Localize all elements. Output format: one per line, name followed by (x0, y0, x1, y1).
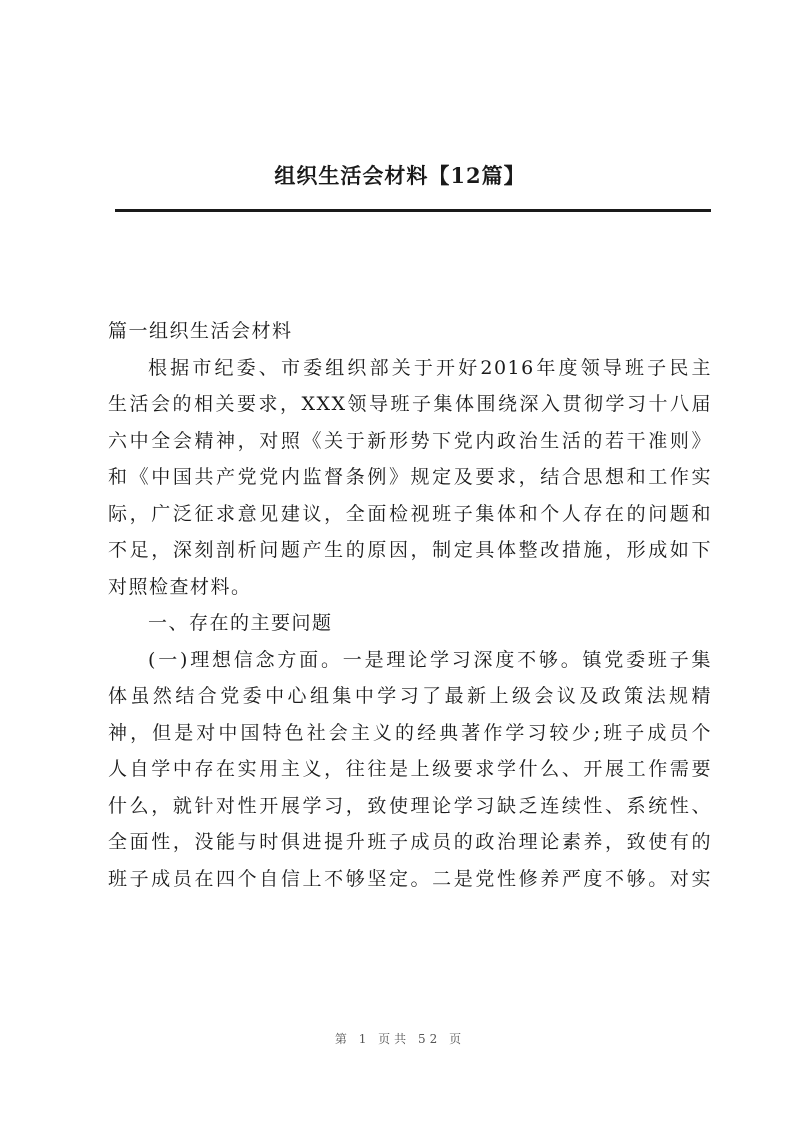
document-body (108, 313, 712, 897)
subsection-heading: 一、存在的主要问题 (148, 612, 333, 634)
paragraph-line: 不足，深刻剖析问题产生的原因，制定具体整改措施，形成如下 (108, 539, 712, 561)
section-heading: 篇一组织生活会材料 (108, 320, 293, 342)
paragraph-line: 神，但是对中国特色社会主义的经典著作学习较少;班子成员个 (108, 721, 712, 744)
title-underline (115, 209, 711, 212)
footer-total-pages: 52 (418, 1032, 442, 1046)
footer-middle: 页共 (378, 1032, 411, 1046)
paragraph-line: 生活会的相关要求，XXX领导班子集体围绕深入贯彻学习十八届 (108, 393, 712, 415)
footer-suffix: 页 (449, 1032, 466, 1046)
document-title: 组织生活会材料【12篇】 (274, 163, 526, 188)
footer-prefix: 第 (334, 1032, 351, 1046)
paragraph-line: 什么，就针对性开展学习，致使理论学习缺乏连续性、系统性、 (108, 794, 712, 817)
paragraph-line: 际，广泛征求意见建议，全面检视班子集体和个人存在的问题和 (108, 502, 712, 525)
paragraph-line: 体虽然结合党委中心组集中学习了最新上级会议及政策法规精 (108, 685, 712, 707)
paragraph-line: 全面性，没能与时俱进提升班子成员的政治理论素养，致使有的 (108, 831, 712, 853)
paragraph-line: 人自学中存在实用主义，往往是上级要求学什么、开展工作需要 (108, 758, 712, 780)
footer-page-number: 1 (358, 1032, 371, 1046)
paragraph-line: 班子成员在四个自信上不够坚定。二是党性修养严度不够。对实 (108, 867, 712, 890)
paragraph-line: 和《中国共产党党内监督条例》规定及要求，结合思想和工作实 (108, 466, 712, 488)
paragraph-line: 对照检查材料。 (108, 575, 252, 598)
paragraph-line: (一)理想信念方面。一是理论学习深度不够。镇党委班子集 (148, 648, 712, 671)
paragraph-line: 根据市纪委、市委组织部关于开好2016年度领导班子民主 (148, 356, 712, 379)
paragraph-line: 六中全会精神，对照《关于新形势下党内政治生活的若干准则》 (108, 429, 712, 452)
page-footer (0, 1030, 800, 1047)
